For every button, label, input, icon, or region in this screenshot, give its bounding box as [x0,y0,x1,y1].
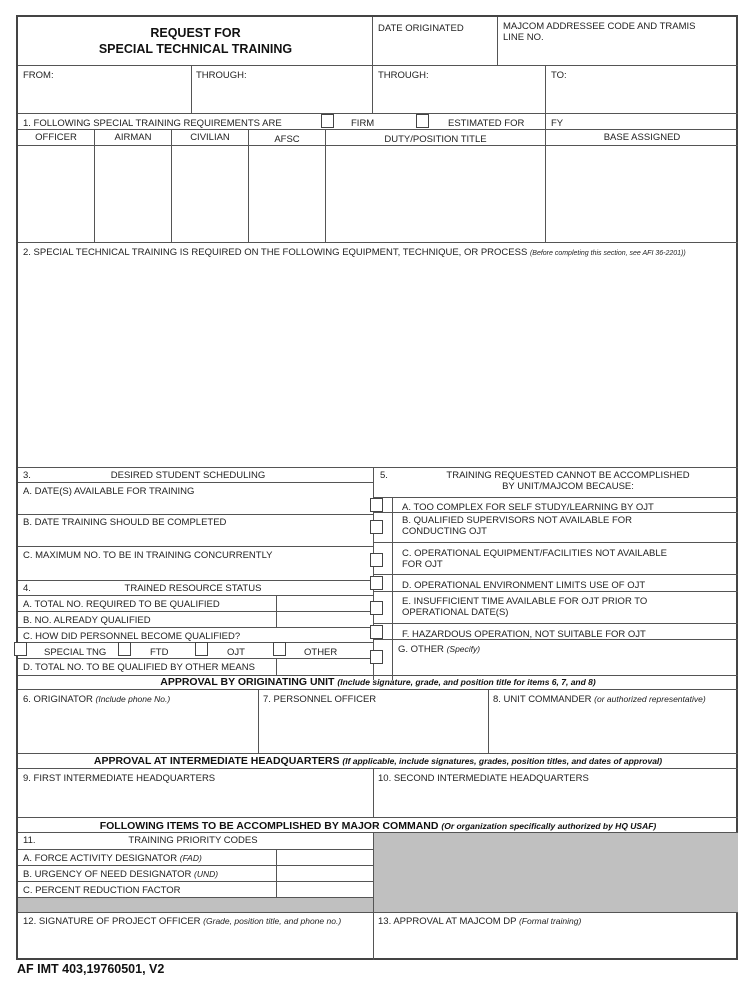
majcom-dp-label-text: 13. APPROVAL AT MAJCOM DP [378,916,517,927]
divider [488,689,489,753]
reason-e-label [402,596,647,618]
divider [18,897,373,898]
majcom-code-label [503,21,696,43]
reason-a-label: A. TOO COMPLEX FOR SELF STUDY/LEARNING BY OJT [402,502,654,513]
project-officer-label [23,916,341,927]
reason-g-label [398,644,480,655]
divider [392,497,393,680]
unit-commander-note: (or authorized representative) [594,694,706,704]
divider [373,832,374,960]
fad-label [23,853,202,864]
through1-field[interactable] [193,83,371,111]
majcom-code-label-line2: LINE NO. [503,32,544,43]
reason-a-checkbox[interactable] [370,498,383,512]
divider [18,65,738,66]
approval-intermediate-title: APPROVAL AT INTERMEDIATE HEADQUARTERS [93,755,340,767]
divider [18,546,373,547]
unit-commander-label-text: 8. UNIT COMMANDER [493,694,592,705]
col-afsc: AFSC [274,134,300,145]
afsc-field[interactable] [250,146,324,241]
fy-field[interactable] [568,115,736,128]
other-means-field[interactable] [278,659,372,674]
through2-field[interactable] [374,83,544,111]
majcom-dp-field[interactable] [375,929,736,958]
form-title-line2: SPECIAL TECHNICAL TRAINING [98,42,293,56]
form-title [18,25,373,57]
divider [18,912,738,913]
approval-originating-unit-heading [18,676,738,689]
approval-intermediate-note: (If applicable, include signatures, grades, position titles, and dates of approval) [342,756,663,766]
und-label-text: B. URGENCY OF NEED DESIGNATOR [23,869,192,880]
section2-label-text: 2. SPECIAL TECHNICAL TRAINING IS REQUIRED ON THE FOLLOWING EQUIPMENT, TECHNIQUE, OR PROCESS [23,247,528,258]
divider [18,482,373,483]
first-intermediate-hq-field[interactable] [20,786,372,815]
col-officer: OFFICER [35,132,77,143]
reason-c-label [402,548,667,570]
col-civilian: CIVILIAN [190,132,230,143]
section3-number: 3. [23,470,31,481]
fad-note: (FAD) [179,853,202,863]
form-id: AF IMT 403,19760501, V2 [17,962,165,976]
section5-title-line1: TRAINING REQUESTED CANNOT BE ACCOMPLISHED [446,470,690,481]
reason-g-checkbox[interactable] [370,650,383,664]
prf-field[interactable] [278,882,372,896]
section5-number: 5. [380,470,388,481]
col-airman: AIRMAN [114,132,152,143]
fad-label-text: A. FORCE ACTIVITY DESIGNATOR [23,853,178,864]
divider [18,580,373,581]
approval-unit-title: APPROVAL BY ORIGINATING UNIT [160,676,335,688]
reason-b-line1: B. QUALIFIED SUPERVISORS NOT AVAILABLE FOR [402,515,633,526]
fy-label: FY [551,118,564,129]
section5-title-line2: BY UNIT/MAJCOM BECAUSE: [502,481,634,492]
second-intermediate-hq-field[interactable] [375,786,736,815]
reason-c-checkbox[interactable] [370,553,383,567]
dates-available-label: A. DATE(S) AVAILABLE FOR TRAINING [23,486,195,497]
total-required-field[interactable] [278,596,372,610]
request-for-special-technical-training-form [16,15,738,960]
major-command-title: FOLLOWING ITEMS TO BE ACCOMPLISHED BY MAJOR COMMAND [99,820,439,832]
total-required-label: A. TOTAL NO. REQUIRED TO BE QUALIFIED [23,599,220,610]
divider [373,591,738,592]
already-qualified-label: B. NO. ALREADY QUALIFIED [23,615,151,626]
divider [18,514,373,515]
to-label: TO: [551,70,567,81]
duty-position-title-field[interactable] [327,146,544,241]
major-command-note: (Or organization specifically authorized by HQ USAF) [441,821,657,831]
reason-other-field[interactable] [398,657,736,674]
originator-label-text: 6. ORIGINATOR [23,694,93,705]
divider [191,65,192,113]
divider [373,512,738,513]
reason-f-label: F. HAZARDOUS OPERATION, NOT SUITABLE FOR OJT [402,629,646,640]
reason-b-checkbox[interactable] [370,520,383,534]
equipment-technique-process-field[interactable] [20,261,736,465]
firm-checkbox[interactable] [321,114,334,128]
date-completed-field[interactable] [20,529,370,545]
section4-number: 4. [23,583,31,594]
section5-title [398,470,738,492]
section3-title: DESIRED STUDENT SCHEDULING [110,470,266,481]
fad-field[interactable] [278,850,372,864]
date-originated-field[interactable] [374,35,496,63]
project-officer-label-text: 12. SIGNATURE OF PROJECT OFFICER [23,916,201,927]
divider [276,658,277,675]
divider [18,817,738,818]
reason-b-line2: CONDUCTING OJT [402,526,487,537]
und-field[interactable] [278,866,372,880]
form-title-line1: REQUEST FOR [150,26,241,40]
shaded-area [374,833,738,912]
reason-d-checkbox[interactable] [370,576,383,590]
majcom-dp-note: (Formal training) [518,916,582,926]
second-intermediate-hq-label: 10. SECOND INTERMEDIATE HEADQUARTERS [378,773,589,784]
dates-available-field[interactable] [20,498,370,514]
reason-b-label [402,515,632,537]
ojt-checkbox[interactable] [195,642,208,656]
reason-c-line1: C. OPERATIONAL EQUIPMENT/FACILITIES NOT AVAILABLE [402,548,668,559]
how-qualified-label: C. HOW DID PERSONNEL BECOME QUALIFIED? [23,631,241,642]
section2-note: (Before completing this section, see AFI 36-2201)) [529,250,686,257]
divider [18,242,738,243]
approval-unit-note: (Include signature, grade, and position title for items 6, 7, and 8) [337,677,596,687]
first-intermediate-hq-label: 9. FIRST INTERMEDIATE HEADQUARTERS [23,773,216,784]
base-assigned-field[interactable] [547,146,737,241]
special-tng-label: SPECIAL TNG [44,647,107,658]
divider [18,768,738,769]
originator-note: (Include phone No.) [95,694,171,704]
already-qualified-field[interactable] [278,612,372,626]
divider [373,497,738,498]
other-label: OTHER [304,647,338,658]
section1-label: 1. FOLLOWING SPECIAL TRAINING REQUIREMENTS ARE [23,118,282,129]
civilian-field[interactable] [173,146,247,241]
date-originated-label: DATE ORIGINATED [378,23,464,34]
divider [373,542,738,543]
through1-label: THROUGH: [196,70,247,81]
reason-e-line1: E. INSUFFICIENT TIME AVAILABLE FOR OJT PRIOR TO [402,596,648,607]
divider [373,639,738,640]
other-means-label: D. TOTAL NO. TO BE QUALIFIED BY OTHER MEANS [23,662,255,673]
project-officer-note: (Grade, position title, and phone no.) [203,916,342,926]
reason-e-checkbox[interactable] [370,601,383,615]
max-concurrent-field[interactable] [20,562,370,578]
through2-label: THROUGH: [378,70,429,81]
reason-d-label: D. OPERATIONAL ENVIRONMENT LIMITS USE OF OJT [402,580,646,591]
from-label: FROM: [23,70,54,81]
personnel-officer-label: 7. PERSONNEL OFFICER [263,694,377,705]
divider [373,768,374,817]
divider [18,627,373,628]
reason-f-checkbox[interactable] [370,625,383,639]
col-duty-position-title: DUTY/POSITION TITLE [384,134,487,145]
officer-field[interactable] [19,146,93,241]
section2-label [23,247,686,259]
divider [373,623,738,624]
shaded-area [18,897,373,912]
date-completed-label: B. DATE TRAINING SHOULD BE COMPLETED [23,517,227,528]
divider [258,689,259,753]
firm-label: FIRM [351,118,375,129]
section11-number: 11. [23,835,36,846]
divider [18,113,738,114]
divider [18,467,738,468]
ojt-label: OJT [227,647,245,658]
originator-label [23,694,170,705]
personnel-officer-field[interactable] [260,707,487,751]
und-label [23,869,218,880]
reason-c-line2: FOR OJT [402,559,443,570]
estimated-for-label: ESTIMATED FOR [448,118,525,129]
reason-g-note: (Specify) [446,644,481,654]
majcom-code-label-line1: MAJCOM ADDRESSEE CODE AND TRAMIS [503,21,696,32]
divider [497,17,498,65]
reason-e-line2: OPERATIONAL DATE(S) [402,607,509,618]
from-field[interactable] [20,83,190,111]
col-base-assigned: BASE ASSIGNED [603,132,681,143]
max-concurrent-label: C. MAXIMUM NO. TO BE IN TRAINING CONCURRENTLY [23,550,273,561]
prf-label: C. PERCENT REDUCTION FACTOR [23,885,181,896]
divider [373,574,738,575]
reason-g-text: G. OTHER [398,644,444,655]
divider [276,849,277,897]
to-field[interactable] [547,83,737,111]
divider [18,753,738,754]
und-note: (UND) [194,869,219,879]
ftd-checkbox[interactable] [118,642,131,656]
estimated-checkbox[interactable] [416,114,429,128]
ftd-label: FTD [150,647,169,658]
majcom-dp-label [378,916,581,927]
special-tng-checkbox[interactable] [14,642,27,656]
section4-title: TRAINED RESOURCE STATUS [124,583,262,594]
divider [18,689,738,690]
approval-intermediate-heading [18,755,738,768]
originator-field[interactable] [20,707,256,751]
other-checkbox[interactable] [273,642,286,656]
project-officer-field[interactable] [20,929,372,958]
unit-commander-field[interactable] [490,707,736,751]
divider [545,65,546,113]
majcom-code-field[interactable] [499,45,737,63]
airman-field[interactable] [96,146,170,241]
divider [18,129,738,130]
unit-commander-label [493,694,706,705]
training-priority-codes-title: TRAINING PRIORITY CODES [128,835,258,846]
